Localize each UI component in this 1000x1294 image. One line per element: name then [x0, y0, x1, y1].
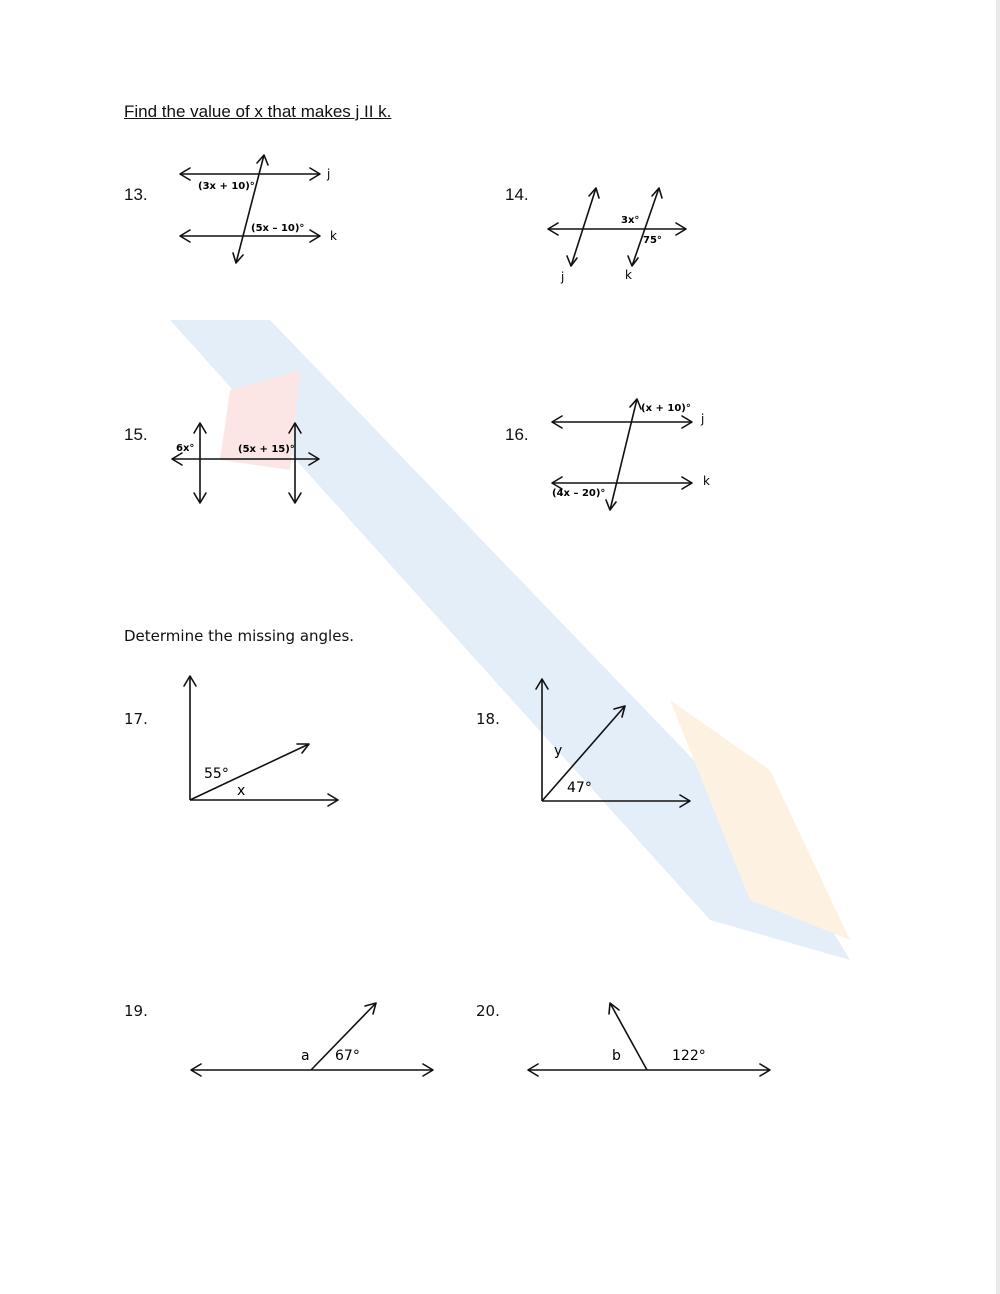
problem-14-diagram: [548, 188, 686, 284]
label-j: j: [327, 167, 331, 181]
transversal: [236, 155, 264, 263]
label-j: j: [701, 412, 705, 426]
problem-16-diagram: [552, 399, 710, 510]
label-j: j: [561, 270, 565, 284]
angle-label-top: (x + 10)°: [641, 403, 691, 414]
angle-label-6x: 6x°: [176, 443, 195, 454]
problem-14-number: 14.: [505, 185, 529, 204]
section1-heading: Find the value of x that makes j II k.: [124, 102, 392, 121]
angle-label-bottom: (4x – 20)°: [552, 488, 606, 499]
problem-19-number: 19.: [124, 1002, 148, 1020]
label-k: k: [625, 268, 632, 282]
problem-18-number: 18.: [476, 710, 500, 728]
problem-15-number: 15.: [124, 425, 148, 444]
angle-label-122: 122°: [672, 1048, 706, 1064]
angle-label-bottom: (5x – 10)°: [251, 223, 305, 234]
problem-18-diagram: [536, 679, 690, 807]
problem-15-diagram: [172, 423, 319, 503]
problem-13-number: 13.: [124, 185, 148, 204]
problem-16-number: 16.: [505, 425, 529, 444]
angle-label-y: y: [554, 743, 563, 759]
problem-17-number: 17.: [124, 710, 148, 728]
problem-20-number: 20.: [476, 1002, 500, 1020]
angle-label-47: 47°: [567, 780, 592, 796]
problem-17-diagram: [184, 676, 338, 806]
angle-label-x: x: [237, 783, 246, 799]
angle-label-55: 55°: [204, 766, 229, 782]
label-k: k: [330, 229, 337, 243]
angle-label-5x15: (5x + 15)°: [238, 444, 295, 455]
line-k: [632, 188, 659, 266]
angle-label-67: 67°: [335, 1048, 360, 1064]
angle-label-b: b: [612, 1048, 621, 1064]
angle-label-75: 75°: [643, 235, 662, 246]
problem-20-diagram: [528, 1003, 770, 1076]
line-j: [571, 188, 596, 266]
problem-13-diagram: [180, 155, 337, 263]
angle-label-a: a: [301, 1048, 310, 1064]
label-k: k: [703, 474, 710, 488]
section2-heading: Determine the missing angles.: [124, 627, 355, 645]
transversal: [610, 399, 637, 510]
angle-label-top: (3x + 10)°: [198, 181, 255, 192]
angle-label-3x: 3x°: [621, 215, 640, 226]
problem-19-diagram: [191, 1003, 433, 1076]
